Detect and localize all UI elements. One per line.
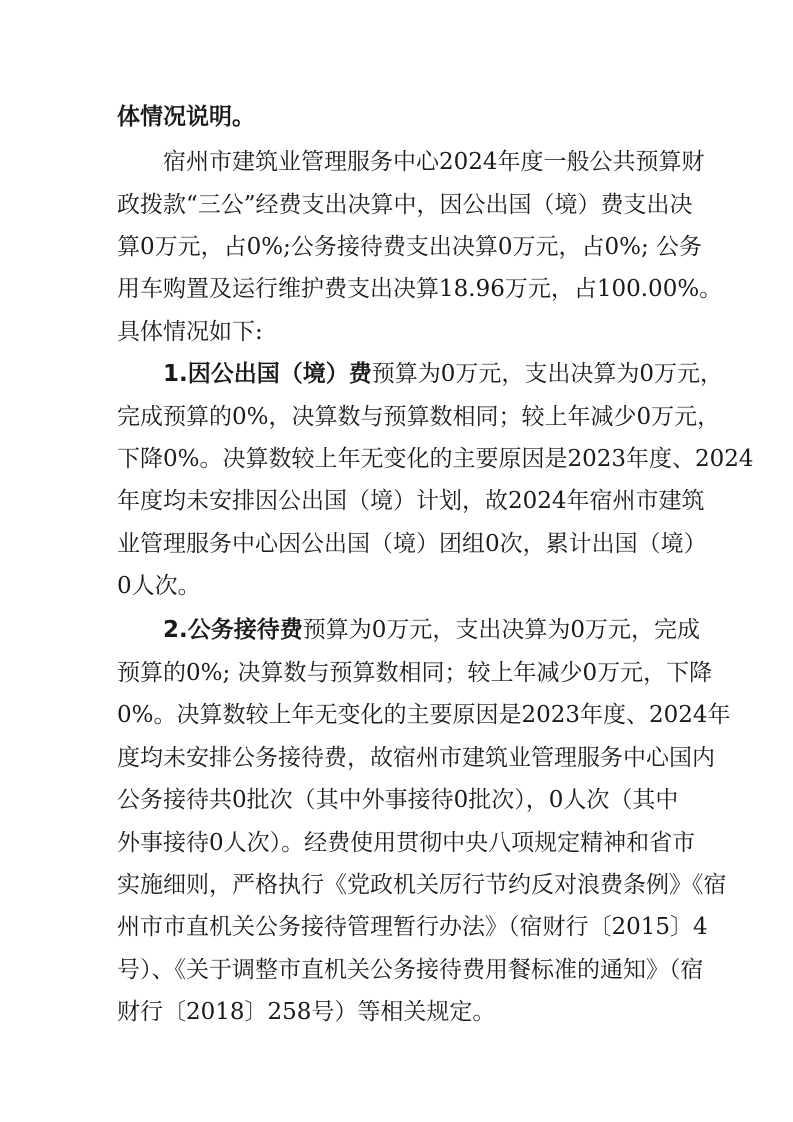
text-line-17: [117, 782, 679, 818]
paragraph-text: 政拨款“三公”经费支出决算中，因公出国（境）费支出决: [117, 192, 693, 218]
text-line-18: [117, 825, 696, 861]
paragraph-text: 州市市直机关公务接待管理暂行办法》（宿财行〔2015〕4: [117, 914, 708, 940]
text-line-3: [117, 187, 693, 223]
text-line-15: [117, 697, 731, 733]
paragraph-text: 预算为0万元，支出决算为0万元，完成: [302, 617, 701, 643]
paragraph-text: 度均未安排公务接待费，故宿州市建筑业管理服务中心国内: [117, 745, 715, 771]
text-line-11: [117, 526, 707, 562]
text-line-19: [117, 867, 727, 903]
paragraph-text: 外事接待0人次）。经费使用贯彻中央八项规定精神和省市: [117, 830, 696, 856]
text-line-10: [117, 483, 705, 519]
text-line-7: [163, 356, 724, 392]
text-line-4: [117, 229, 703, 265]
text-line-6: [117, 314, 679, 350]
text-line-1: [117, 99, 679, 135]
paragraph-text: 算0万元，占0%;公务接待费支出决算0万元，占0%; 公务: [117, 234, 703, 260]
paragraph-text: 预算为0万元，支出决算为0万元，: [371, 361, 724, 387]
section-heading: 体情况说明。: [117, 104, 255, 130]
paragraph-text: 公务接待共0批次（其中外事接待0批次），0人次（其中: [117, 787, 679, 813]
paragraph-text: 具体情况如下:: [117, 319, 263, 345]
paragraph-text: 0人次。: [117, 573, 201, 599]
paragraph-text: 实施细则，严格执行《党政机关厉行节约反对浪费条例》《宿: [117, 872, 727, 898]
text-line-14: [117, 655, 713, 691]
paragraph-text: 完成预算的0%，决算数与预算数相同；较上年减少0万元，: [117, 404, 721, 430]
paragraph-text: 财行〔2018〕258号）等相关规定。: [117, 999, 496, 1025]
paragraph-text: 用车购置及运行维护费支出决算18.96万元，占100.00%。: [117, 276, 723, 302]
text-line-12: [117, 568, 679, 604]
paragraph-text: 年度均未安排因公出国（境）计划，故2024年宿州市建筑: [117, 488, 705, 514]
paragraph-text: 预算的0%; 决算数与预算数相同；较上年减少0万元，下降: [117, 660, 713, 686]
text-line-22: [117, 994, 679, 1030]
text-line-20: [117, 909, 708, 945]
paragraph-text: 业管理服务中心因公出国（境）团组0次，累计出国（境）: [117, 531, 707, 557]
paragraph-text: 下降0%。决算数较上年无变化的主要原因是2023年度、2024: [117, 446, 754, 472]
text-line-21: [117, 952, 704, 988]
text-line-16: [117, 740, 715, 776]
item-heading: 1.因公出国（境）费: [163, 361, 372, 387]
paragraph-text: 0%。决算数较上年无变化的主要原因是2023年度、2024年: [117, 702, 731, 728]
paragraph-text: 宿州市建筑业管理服务中心2024年度一般公共预算财: [163, 149, 705, 175]
item-heading: 2.公务接待费: [163, 617, 303, 643]
paragraph-text: 号）、《关于调整市直机关公务接待费用餐标准的通知》（宿: [117, 957, 704, 983]
text-line-5: [117, 271, 723, 307]
text-line-2: [163, 144, 705, 180]
text-line-8: [117, 399, 721, 435]
text-line-9: [117, 441, 754, 477]
text-line-13: [163, 612, 701, 648]
